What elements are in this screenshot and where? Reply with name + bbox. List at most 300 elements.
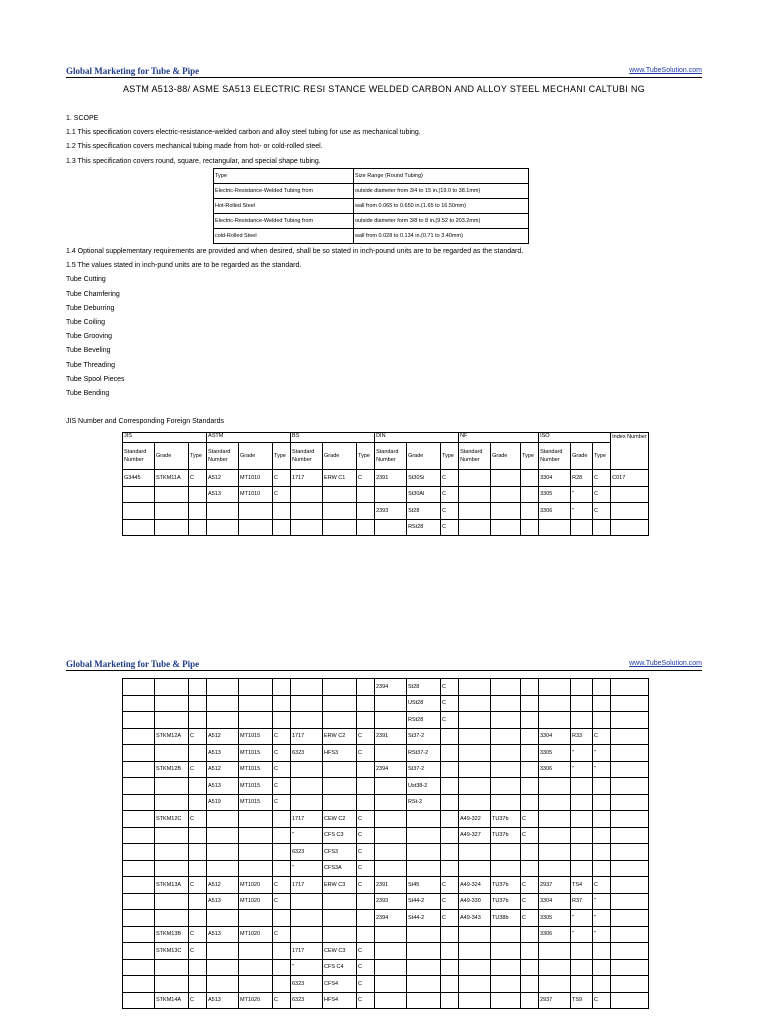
- table-cell: [611, 959, 649, 976]
- table-cell: TS9: [571, 992, 593, 1009]
- table-cell: 6323: [291, 844, 323, 861]
- table-cell: [539, 844, 571, 861]
- table-cell: [123, 695, 155, 712]
- table-cell: [155, 695, 189, 712]
- table-cell: C: [273, 926, 291, 943]
- table-cell: C: [521, 827, 539, 844]
- table-cell: [239, 844, 273, 861]
- table-row: [123, 712, 649, 729]
- table-cell: [459, 486, 491, 503]
- table-cell: [571, 976, 593, 993]
- table-cell: [521, 519, 539, 536]
- table-cell: [123, 959, 155, 976]
- table-cell: [571, 519, 593, 536]
- jis-subheader: [123, 443, 649, 470]
- table-cell: [323, 893, 357, 910]
- subheader-cell: Standard Number: [539, 443, 571, 470]
- document-title: ASTM A513-88/ ASME SA513 ELECTRIC RESI STANCE WELDED CARBON AND ALLOY STEEL MECHANI CALTUBI NG: [122, 84, 645, 94]
- table-cell: [357, 679, 375, 696]
- table-cell: [207, 943, 239, 960]
- table-cell: [291, 486, 323, 503]
- table-cell: MT1015: [239, 745, 273, 762]
- table-cell: [155, 910, 189, 927]
- table-cell: [323, 761, 357, 778]
- table-cell: [291, 519, 323, 536]
- table-cell: C: [593, 877, 611, 894]
- table-row: [123, 519, 649, 536]
- table-cell: [611, 778, 649, 795]
- table-cell: [459, 503, 491, 520]
- table-row: [123, 728, 649, 745]
- table-cell: C: [593, 470, 611, 487]
- table-cell: [323, 712, 357, 729]
- table-cell: [123, 860, 155, 877]
- table-cell: [239, 695, 273, 712]
- table-cell: Electric-Resistance-Welded Tubing from: [214, 184, 354, 199]
- table-cell: A49-327: [459, 827, 491, 844]
- text-line: 1.4 Optional supplementary requirements are provided and when desired, shall be so stated in inch-pound units are to be regarded as the standard.: [66, 248, 524, 255]
- table-cell: CFS C3: [323, 827, 357, 844]
- table-cell: [273, 860, 291, 877]
- table-cell: [441, 959, 459, 976]
- table-cell: ": [571, 761, 593, 778]
- table-cell: [189, 910, 207, 927]
- table-cell: [593, 827, 611, 844]
- table-cell: C: [357, 844, 375, 861]
- table-cell: outside diameter form 3/8 to 8 in.(9.52 to 203.2mm): [354, 214, 529, 229]
- table-cell: [291, 503, 323, 520]
- table-cell: [207, 695, 239, 712]
- table-cell: CFS C4: [323, 959, 357, 976]
- table-cell: MT1020: [239, 877, 273, 894]
- table-cell: [375, 860, 407, 877]
- table-cell: STKM13C: [155, 943, 189, 960]
- table-cell: MT1015: [239, 761, 273, 778]
- table-cell: Ust38-2: [407, 778, 441, 795]
- table-cell: [123, 679, 155, 696]
- table-cell: [123, 877, 155, 894]
- text-line: Tube Threading: [66, 361, 116, 369]
- table-cell: ": [291, 959, 323, 976]
- table-cell: [291, 893, 323, 910]
- table-cell: [571, 943, 593, 960]
- table-cell: [539, 519, 571, 536]
- table-cell: 2391: [375, 877, 407, 894]
- table-cell: [155, 745, 189, 762]
- table-cell: Hot-Rolled Steel: [214, 199, 354, 214]
- table-cell: ": [571, 503, 593, 520]
- table-cell: [459, 926, 491, 943]
- table-cell: [539, 976, 571, 993]
- table-cell: [521, 926, 539, 943]
- table-cell: 2394: [375, 910, 407, 927]
- table-cell: St37-2: [407, 761, 441, 778]
- table-cell: [273, 503, 291, 520]
- table-cell: C: [441, 877, 459, 894]
- jis-group-header: [123, 433, 649, 443]
- table-cell: C: [441, 910, 459, 927]
- table-cell: [123, 745, 155, 762]
- table-cell: [375, 519, 407, 536]
- table-cell: [593, 811, 611, 828]
- subheader-cell: Type: [189, 443, 207, 470]
- table-cell: [375, 794, 407, 811]
- table-cell: A513: [207, 778, 239, 795]
- table-cell: 2937: [539, 877, 571, 894]
- table-cell: C: [593, 486, 611, 503]
- table-cell: [239, 910, 273, 927]
- table-cell: STKM12A: [155, 728, 189, 745]
- table-cell: [123, 910, 155, 927]
- table-cell: [571, 959, 593, 976]
- table-cell: [539, 778, 571, 795]
- table-cell: [123, 926, 155, 943]
- table-cell: C: [273, 992, 291, 1009]
- table-cell: ERW C2: [323, 728, 357, 745]
- table-cell: STKM13A: [155, 877, 189, 894]
- table-cell: [291, 761, 323, 778]
- table-cell: [611, 860, 649, 877]
- table-cell: [273, 844, 291, 861]
- table-row: [123, 811, 649, 828]
- table-cell: 1717: [291, 811, 323, 828]
- table-cell: St28: [407, 679, 441, 696]
- table-cell: [357, 893, 375, 910]
- table-cell: A512: [207, 728, 239, 745]
- group-header-cell: DIN: [375, 433, 459, 443]
- subheader-cell: Grade: [323, 443, 357, 470]
- table-cell: TU37b: [491, 877, 521, 894]
- table-cell: St44-2: [407, 910, 441, 927]
- table-cell: [521, 794, 539, 811]
- table-cell: [291, 712, 323, 729]
- size-table-header: [214, 169, 529, 184]
- table-cell: [441, 992, 459, 1009]
- table-cell: [491, 959, 521, 976]
- table-row: [214, 229, 529, 244]
- group-header-cell: NF: [459, 433, 539, 443]
- table-cell: [611, 811, 649, 828]
- table-cell: R33: [571, 728, 593, 745]
- table-cell: 3306: [539, 926, 571, 943]
- table-cell: [357, 761, 375, 778]
- table-cell: STKM12B: [155, 761, 189, 778]
- table-cell: RSt-2: [407, 794, 441, 811]
- table-cell: [593, 844, 611, 861]
- table-cell: [357, 910, 375, 927]
- table-cell: [593, 959, 611, 976]
- table-cell: ERW C3: [323, 877, 357, 894]
- table-cell: C: [273, 794, 291, 811]
- table-cell: [459, 844, 491, 861]
- table-cell: C: [357, 943, 375, 960]
- table-cell: [207, 503, 239, 520]
- table-cell: [375, 778, 407, 795]
- services-list: [66, 245, 523, 401]
- table-cell: C: [441, 695, 459, 712]
- table-cell: 2937: [539, 992, 571, 1009]
- table-cell: [593, 860, 611, 877]
- table-cell: [155, 794, 189, 811]
- table-cell: CEW C2: [323, 811, 357, 828]
- table-cell: [459, 679, 491, 696]
- table-cell: C: [357, 959, 375, 976]
- table-cell: [273, 910, 291, 927]
- table-cell: 1717: [291, 470, 323, 487]
- table-cell: C: [273, 877, 291, 894]
- table-cell: C: [273, 486, 291, 503]
- table-cell: wall from 0.028 to 0.134 in.(0.71 to 3.40mm): [354, 229, 529, 244]
- table-row: [123, 893, 649, 910]
- table-cell: [207, 679, 239, 696]
- jis-table: [122, 432, 649, 536]
- table-cell: 3304: [539, 470, 571, 487]
- table-cell: MT1020: [239, 992, 273, 1009]
- table-cell: C: [189, 877, 207, 894]
- table-cell: [441, 860, 459, 877]
- table-cell: MT1015: [239, 778, 273, 795]
- table-cell: C: [441, 519, 459, 536]
- text-line: 1.5 The values stated in inch-pund units are to be regarded as the standard.: [66, 262, 302, 270]
- table-cell: C: [593, 728, 611, 745]
- table-cell: [155, 827, 189, 844]
- table-cell: STKM14A: [155, 992, 189, 1009]
- table-cell: [459, 860, 491, 877]
- table-cell: [123, 503, 155, 520]
- table-cell: [593, 519, 611, 536]
- table-cell: C: [357, 745, 375, 762]
- table-cell: [123, 794, 155, 811]
- table-cell: [459, 794, 491, 811]
- scope-line: 1.3 This specification covers round, square, rectangular, and special shape tubing.: [66, 157, 321, 165]
- table-cell: ": [571, 926, 593, 943]
- table-cell: [521, 976, 539, 993]
- table-cell: [571, 827, 593, 844]
- table-cell: [593, 976, 611, 993]
- table-cell: [407, 811, 441, 828]
- table-cell: [539, 712, 571, 729]
- table-cell: [239, 827, 273, 844]
- table-cell: [611, 486, 649, 503]
- table-cell: [189, 679, 207, 696]
- table-cell: [521, 992, 539, 1009]
- table-row: [123, 503, 649, 520]
- table-cell: ": [593, 910, 611, 927]
- table-cell: [323, 910, 357, 927]
- table-cell: [459, 745, 491, 762]
- site-link-page2[interactable]: www.TubeSolution.com: [629, 660, 702, 667]
- table-cell: [407, 860, 441, 877]
- subheader-cell: Type: [521, 443, 539, 470]
- table-cell: 2394: [375, 679, 407, 696]
- table-row: [123, 926, 649, 943]
- table-cell: [441, 976, 459, 993]
- table-cell: 6323: [291, 976, 323, 993]
- table-cell: [189, 519, 207, 536]
- table-cell: [521, 943, 539, 960]
- table-cell: [273, 943, 291, 960]
- table-cell: 6323: [291, 992, 323, 1009]
- table-cell: [357, 794, 375, 811]
- table-cell: [441, 926, 459, 943]
- table-cell: [291, 778, 323, 795]
- table-cell: [521, 503, 539, 520]
- table-cell: [571, 860, 593, 877]
- table-row: [123, 877, 649, 894]
- table-cell: [521, 712, 539, 729]
- subheader-cell: Type: [273, 443, 291, 470]
- table-cell: [291, 679, 323, 696]
- table-cell: [189, 503, 207, 520]
- table-cell: [459, 519, 491, 536]
- table-cell: 2391: [375, 728, 407, 745]
- table-cell: 2393: [375, 893, 407, 910]
- table-cell: [611, 910, 649, 927]
- table-cell: C: [273, 761, 291, 778]
- table-cell: [239, 811, 273, 828]
- table-cell: RSt28: [407, 519, 441, 536]
- table-cell: C: [189, 470, 207, 487]
- table-cell: 2391: [375, 470, 407, 487]
- table-cell: C: [441, 470, 459, 487]
- table-cell: C: [273, 745, 291, 762]
- table-cell: [459, 778, 491, 795]
- text-line: Tube Chamfering: [66, 290, 120, 298]
- table-cell: St28: [407, 503, 441, 520]
- table-cell: [571, 844, 593, 861]
- table-cell: [491, 519, 521, 536]
- table-cell: [375, 712, 407, 729]
- table-cell: [521, 745, 539, 762]
- table-cell: [189, 486, 207, 503]
- table-cell: [357, 519, 375, 536]
- table-cell: [459, 695, 491, 712]
- table-cell: [459, 992, 491, 1009]
- table-cell: [571, 811, 593, 828]
- table-row: [123, 827, 649, 844]
- table-cell: [273, 712, 291, 729]
- table-cell: TU37b: [491, 827, 521, 844]
- table-cell: C: [273, 893, 291, 910]
- table-cell: [207, 959, 239, 976]
- text-line: Tube Beveling: [66, 347, 111, 355]
- table-cell: [189, 745, 207, 762]
- table-cell: [521, 728, 539, 745]
- table-cell: C: [521, 893, 539, 910]
- table-cell: [611, 503, 649, 520]
- table-cell: [239, 860, 273, 877]
- table-row: [123, 794, 649, 811]
- table-cell: St37-2: [407, 728, 441, 745]
- table-cell: [593, 778, 611, 795]
- table-cell: [611, 745, 649, 762]
- table-cell: [375, 486, 407, 503]
- table-cell: [491, 761, 521, 778]
- table-cell: [539, 811, 571, 828]
- table-row: [123, 695, 649, 712]
- table-cell: [491, 794, 521, 811]
- group-header-cell: ASTM: [207, 433, 291, 443]
- table-cell: [123, 712, 155, 729]
- scope-line: 1.1 This specification covers electric-resistance-welded carbon and alloy steel tubing for use as mechanical tubing.: [66, 129, 421, 137]
- table-cell: [441, 794, 459, 811]
- group-header-cell: ISO: [539, 433, 611, 443]
- table-cell: A512: [207, 877, 239, 894]
- table-cell: [459, 470, 491, 487]
- table-cell: ": [291, 860, 323, 877]
- table-cell: [207, 811, 239, 828]
- table-cell: G3445: [123, 470, 155, 487]
- table-cell: 3305: [539, 745, 571, 762]
- table-cell: [357, 486, 375, 503]
- table-cell: [407, 943, 441, 960]
- table-cell: outside diameter from 3/4 to 15 in.(19.0 to 38.1mm): [354, 184, 529, 199]
- table-cell: C017: [611, 470, 649, 487]
- table-cell: [611, 728, 649, 745]
- table-cell: A513: [207, 992, 239, 1009]
- table-cell: TU37b: [491, 893, 521, 910]
- table-cell: [441, 811, 459, 828]
- table-cell: [459, 761, 491, 778]
- table-cell: [375, 926, 407, 943]
- subheader-cell: Type: [441, 443, 459, 470]
- table-row: [123, 844, 649, 861]
- table-cell: St45: [407, 877, 441, 894]
- table-cell: [189, 976, 207, 993]
- table-cell: [611, 761, 649, 778]
- table-cell: [123, 778, 155, 795]
- table-cell: [189, 712, 207, 729]
- group-header-cell: JIS: [123, 433, 207, 443]
- table-cell: RSt37-2: [407, 745, 441, 762]
- table-row: [123, 943, 649, 960]
- table-cell: A512: [207, 470, 239, 487]
- table-cell: cold-Rolled Steel: [214, 229, 354, 244]
- table-cell: [207, 827, 239, 844]
- table-cell: [375, 844, 407, 861]
- table-row: [123, 778, 649, 795]
- table-cell: [571, 794, 593, 811]
- table-cell: TS4: [571, 877, 593, 894]
- table-row: [123, 910, 649, 927]
- table-cell: [521, 959, 539, 976]
- table-cell: [357, 503, 375, 520]
- table-cell: [611, 877, 649, 894]
- table-cell: [207, 910, 239, 927]
- table-cell: RSt28: [407, 712, 441, 729]
- table-cell: [491, 728, 521, 745]
- table-cell: [273, 679, 291, 696]
- table-cell: C: [189, 926, 207, 943]
- table-row: [123, 470, 649, 487]
- table-cell: [491, 992, 521, 1009]
- table-cell: [239, 976, 273, 993]
- table-cell: A49-324: [459, 877, 491, 894]
- table-cell: [459, 943, 491, 960]
- table-cell: [189, 827, 207, 844]
- table-cell: C: [357, 827, 375, 844]
- table-cell: 2394: [375, 761, 407, 778]
- table-cell: [375, 992, 407, 1009]
- table-cell: C: [521, 910, 539, 927]
- table-cell: CFS4: [323, 976, 357, 993]
- table-cell: MT1015: [239, 794, 273, 811]
- table-cell: [357, 712, 375, 729]
- site-link[interactable]: www.TubeSolution.com: [629, 67, 702, 74]
- table-cell: C: [521, 811, 539, 828]
- index-number-header: Index Number: [611, 433, 649, 470]
- table-cell: [123, 761, 155, 778]
